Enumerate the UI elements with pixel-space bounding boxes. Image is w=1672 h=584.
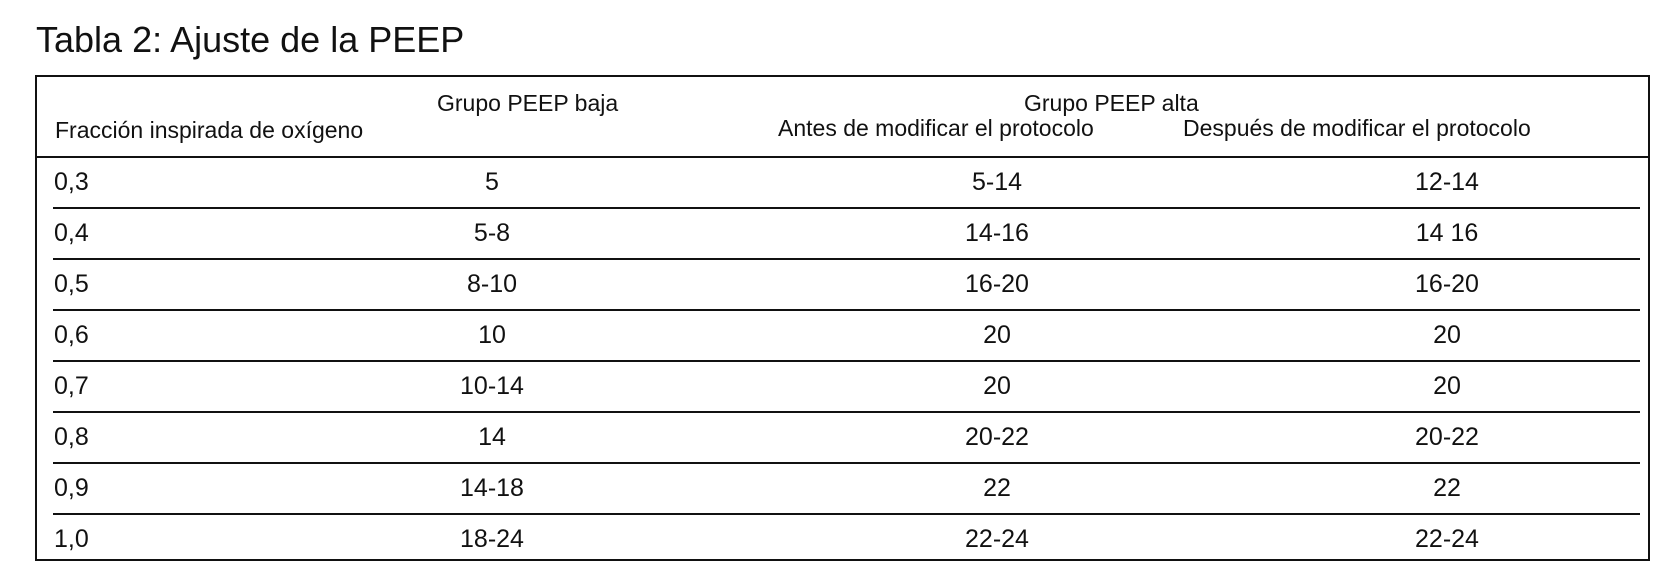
cell-high-after: 12-14 <box>1415 168 1479 196</box>
cell-low-peep: 5-8 <box>473 219 511 247</box>
cell-high-before: 20 <box>983 372 1011 400</box>
cell-fio2: 0,6 <box>54 321 89 349</box>
table-row <box>37 464 1648 515</box>
header-high-peep-group: Grupo PEEP alta <box>1024 90 1199 116</box>
cell-high-after: 16-20 <box>1415 270 1479 298</box>
cell-fio2: 0,7 <box>54 372 89 400</box>
header-fio2: Fracción inspirada de oxígeno <box>55 117 364 143</box>
cell-fio2: 0,9 <box>54 474 89 502</box>
cell-high-before: 16-20 <box>965 270 1029 298</box>
cell-high-before: 22 <box>983 474 1011 502</box>
table-row <box>37 158 1648 209</box>
cell-high-after: 20 <box>1433 321 1461 349</box>
cell-low-peep: 14 <box>478 423 506 451</box>
cell-low-peep: 18-24 <box>460 525 524 553</box>
cell-high-before: 14-16 <box>965 219 1029 247</box>
cell-high-after: 22 <box>1433 474 1461 502</box>
table-row <box>37 413 1648 464</box>
table-row <box>37 260 1648 311</box>
cell-high-before: 20-22 <box>965 423 1029 451</box>
cell-high-after: 20-22 <box>1415 423 1479 451</box>
table-row <box>37 311 1648 362</box>
cell-low-peep: 10-14 <box>460 372 524 400</box>
cell-low-peep: 5 <box>485 168 499 196</box>
cell-low-peep: 10 <box>478 321 506 349</box>
cell-high-before: 20 <box>983 321 1011 349</box>
cell-fio2: 0,4 <box>54 219 89 247</box>
cell-high-after: 22-24 <box>1415 525 1479 553</box>
peep-table <box>35 75 1650 561</box>
table-body <box>37 158 1648 562</box>
cell-high-after: 14 16 <box>1415 219 1479 247</box>
cell-fio2: 0,3 <box>54 168 89 196</box>
table-row <box>37 515 1648 562</box>
cell-high-after: 20 <box>1433 372 1461 400</box>
header-low-peep-group <box>437 89 619 117</box>
cell-high-before: 5-14 <box>971 168 1023 196</box>
cell-low-peep: 8-10 <box>466 270 518 298</box>
cell-fio2: 0,8 <box>54 423 89 451</box>
table-header <box>37 77 1648 158</box>
header-high-before: Antes de modificar el protocolo <box>778 115 1094 141</box>
cell-fio2: 1,0 <box>54 525 89 553</box>
table-row <box>37 209 1648 260</box>
header-high-after: Después de modificar el protocolo <box>1183 115 1531 141</box>
table-row <box>37 362 1648 413</box>
header-low-peep-label: Grupo PEEP baja <box>437 90 619 116</box>
table-caption: Tabla 2: Ajuste de la PEEP <box>36 19 465 60</box>
cell-fio2: 0,5 <box>54 270 89 298</box>
cell-high-before: 22-24 <box>965 525 1029 553</box>
cell-low-peep: 14-18 <box>460 474 524 502</box>
